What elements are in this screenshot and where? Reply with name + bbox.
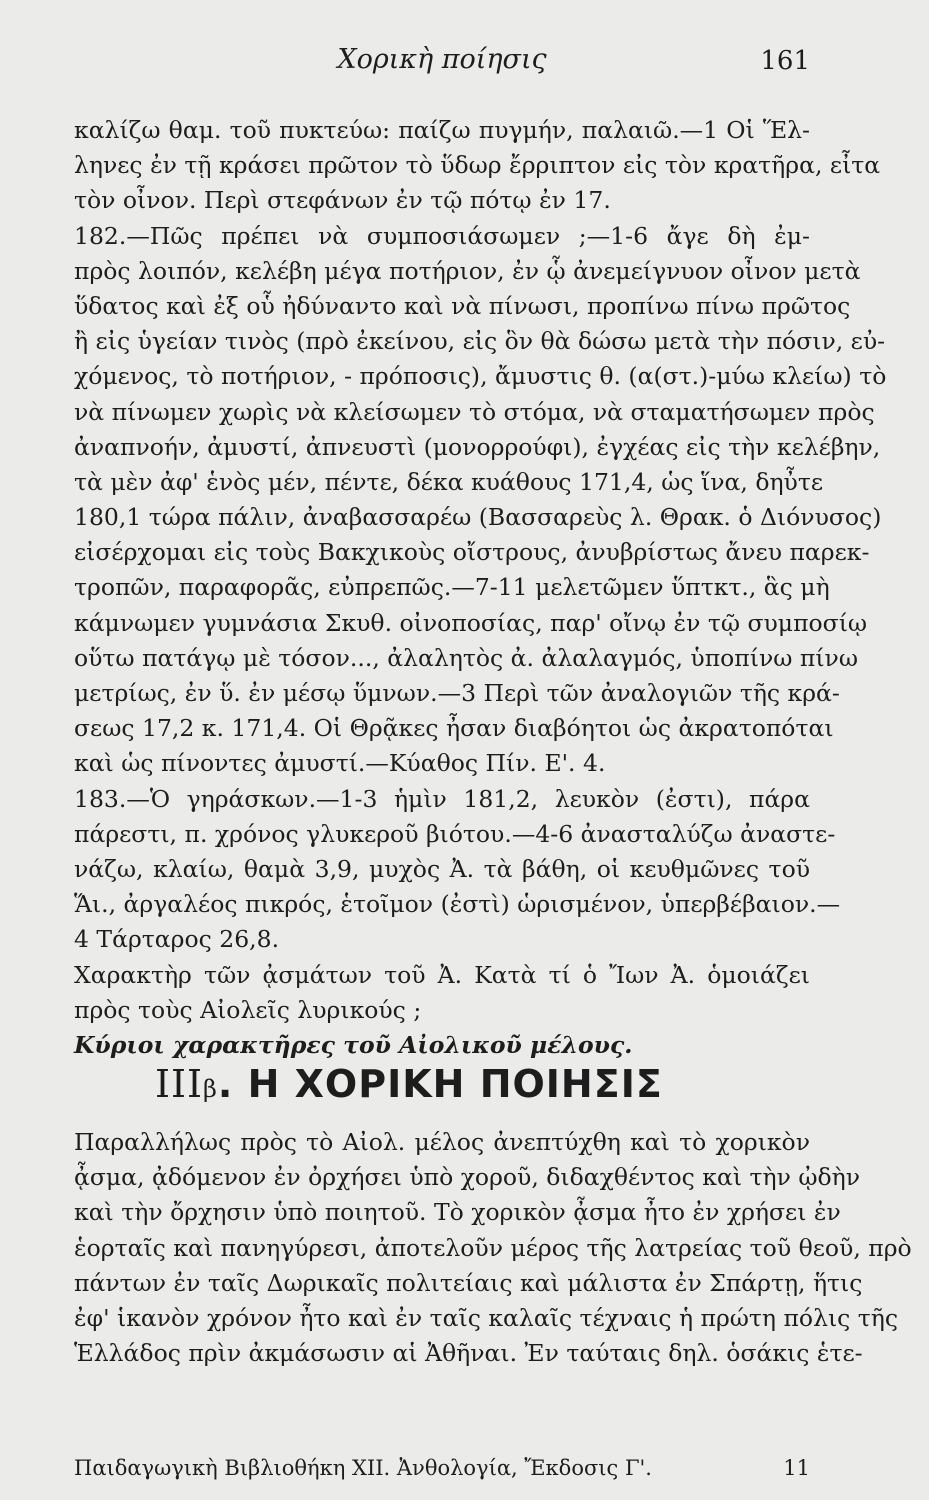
text-line: πάρεστι, π. χρόνος γλυκεροῦ βιότου.—4-6 ἀνασταλύζω ἀναστε- — [74, 819, 836, 848]
text-line: ἢ εἰς ὑγείαν τινὸς (πρὸ ἐκείνου, εἰς ὃν θὰ δώσω μετὰ τὴν πόσιν, εὐ- — [74, 327, 886, 356]
text-line: 182.—Πῶς πρέπει νὰ συμποσιάσωμεν ;—1-6 ἄγε δὴ ἐμ- — [74, 221, 810, 250]
text-line: Ἑλλάδος πρὶν ἀκμάσωσιν αἱ Ἀθῆναι. Ἐν ταύταις δηλ. ὁσάκις ἑτε- — [74, 1339, 863, 1368]
text-line: πρὸς τοὺς Αἰολεῖς λυρικούς ; — [74, 995, 422, 1024]
text-line: νάζω, κλαίω, θαμὰ 3,9, μυχὸς Ἀ. τὰ βάθη, οἱ κευθμῶνες τοῦ — [74, 854, 810, 883]
text-line: πρὸς λοιπόν, κελέβη μέγα ποτήριον, ἐν ᾧ ἀνεμείγνυον οἶνον μετὰ — [74, 256, 861, 285]
text-line: εἰσέρχομαι εἰς τοὺς Βακχικοὺς οἴστρους, ἀνυβρίστως ἄνευ παρεκ- — [74, 538, 870, 567]
text-line: ἑορταῖς καὶ πανηγύρεσι, ἀποτελοῦν μέρος τῆς λατρείας τοῦ θεοῦ, πρὸ — [74, 1233, 912, 1262]
text-line: καὶ ὡς πίνοντες ἀμυστί.—Κύαθος Πίν. Ε'. 4. — [74, 749, 606, 778]
text-line: 183.—Ὁ γηράσκων.—1-3 ἡμὶν 181,2, λευκὸν (ἐστι), πάρα — [74, 784, 810, 813]
section-subscript: β — [203, 1075, 218, 1103]
running-head — [74, 44, 810, 84]
text-line: καλίζω θαμ. τοῦ πυκτεύω: παίζω πυγμήν, παλαιῶ.—1 Οἱ Ἕλ- — [74, 116, 810, 144]
text-line: ἐφ' ἱκανὸν χρόνον ἦτο καὶ ἐν ταῖς καλαῖς τέχναις ἡ πρώτη πόλις τῆς — [74, 1303, 899, 1332]
footer-imprint: Παιδαγωγικὴ Βιβλιοθήκη XII. Ἀνθολογία, Ἔκδοσις Γ'. — [74, 1456, 652, 1480]
text-line: Χαρακτὴρ τῶν ᾀσμάτων τοῦ Ἀ. Κατὰ τί ὁ Ἴων Ἀ. ὁμοιάζει — [74, 960, 810, 989]
text-line: Κύριοι χαρακτῆρες τοῦ Αἰολικοῦ μέλους. — [74, 1030, 633, 1059]
text-line: πάντων ἐν ταῖς Δωρικαῖς πολιτείαις καὶ μάλιστα ἐν Σπάρτῃ, ἥτις — [74, 1268, 863, 1297]
text-line: ὕδατος καὶ ἐξ οὗ ἠδύναντο καὶ νὰ πίνωσι, προπίνω πίνω πρῶτος — [74, 291, 851, 320]
running-title: Χορικὴ ποίησις — [337, 44, 547, 75]
body-paragraph — [74, 1125, 912, 1371]
text-line: ᾆσμα, ᾀδόμενον ἐν ὀρχήσει ὑπὸ χοροῦ, διδαχθέντος καὶ τὴν ᾠδὴν — [74, 1163, 861, 1192]
page-number: 161 — [760, 46, 810, 76]
section-heading — [155, 1062, 663, 1106]
text-line: κάμνωμεν γυμνάσια Σκυθ. οἰνοποσίας, παρ' οἴνῳ ἐν τῷ συμποσίῳ — [74, 608, 868, 637]
text-line: τὸν οἶνον. Περὶ στεφάνων ἐν τῷ πότῳ ἐν 17. — [74, 186, 611, 215]
text-line: Παραλλήλως πρὸς τὸ Αἰολ. μέλος ἀνεπτύχθη καὶ τὸ χορικὸν — [74, 1128, 810, 1156]
signature-mark: 11 — [783, 1456, 810, 1480]
text-line: χόμενος, τὸ ποτήριον, - πρόποσις), ἄμυστις θ. (α(στ.)-μύω κλείω) τὸ — [74, 362, 887, 391]
text-line: ληνες ἐν τῇ κράσει πρῶτον τὸ ὕδωρ ἔρριπτον εἰς τὸν κρατῆρα, εἶτα — [74, 151, 881, 180]
text-line: νὰ πίνωμεν χωρὶς νὰ κλείσωμεν τὸ στόμα, νὰ σταματήσωμεν πρὸς — [74, 397, 875, 426]
text-line: 4 Τάρταρος 26,8. — [74, 925, 280, 954]
section-numeral: III — [155, 1062, 204, 1106]
text-line: τροπῶν, παραφορᾶς, εὐπρεπῶς.—7-11 μελετῶμεν ὕπτκτ., ἃς μὴ — [74, 573, 830, 602]
text-line: 180,1 τώρα πάλιν, ἀναβασσαρέω (Βασσαρεὺς λ. Θρακ. ὁ Διόνυσος) — [74, 503, 882, 532]
text-line: οὕτω πατάγῳ μὲ τόσον..., ἀλαλητὸς ἀ. ἀλαλαγμός, ὑποπίνω πίνω — [74, 643, 858, 672]
text-line: Ἅι., ἀργαλέος πικρός, ἑτοῖμον (ἐστὶ) ὡρισμένον, ὑπερβέβαιον.— — [74, 890, 841, 919]
text-line: καὶ τὴν ὄρχησιν ὑπὸ ποιητοῦ. Τὸ χορικὸν ᾆσμα ἦτο ἐν χρήσει ἐν — [74, 1198, 841, 1227]
section-title: . Η ΧΟΡΙΚΗ ΠΟΙΗΣΙΣ — [217, 1062, 663, 1106]
text-line: τὰ μὲν ἀφ' ἑνὸς μέν, πέντε, δέκα κυάθους 171,4, ὡς ἵνα, δηὖτε — [74, 467, 824, 496]
text-line: ἀναπνοήν, ἀμυστί, ἀπνευστὶ (μονορρούφι), ἐγχέας εἰς τὴν κελέβην, — [74, 432, 881, 461]
text-line: μετρίως, ἐν ὕ. ἐν μέσῳ ὕμνων.—3 Περὶ τῶν ἀναλογιῶν τῆς κρά- — [74, 679, 840, 707]
text-line: σεως 17,2 κ. 171,4. Οἱ Θρᾷκες ἦσαν διαβόητοι ὡς ἀκρατοπόται — [74, 714, 834, 743]
commentary-notes — [74, 113, 887, 1063]
